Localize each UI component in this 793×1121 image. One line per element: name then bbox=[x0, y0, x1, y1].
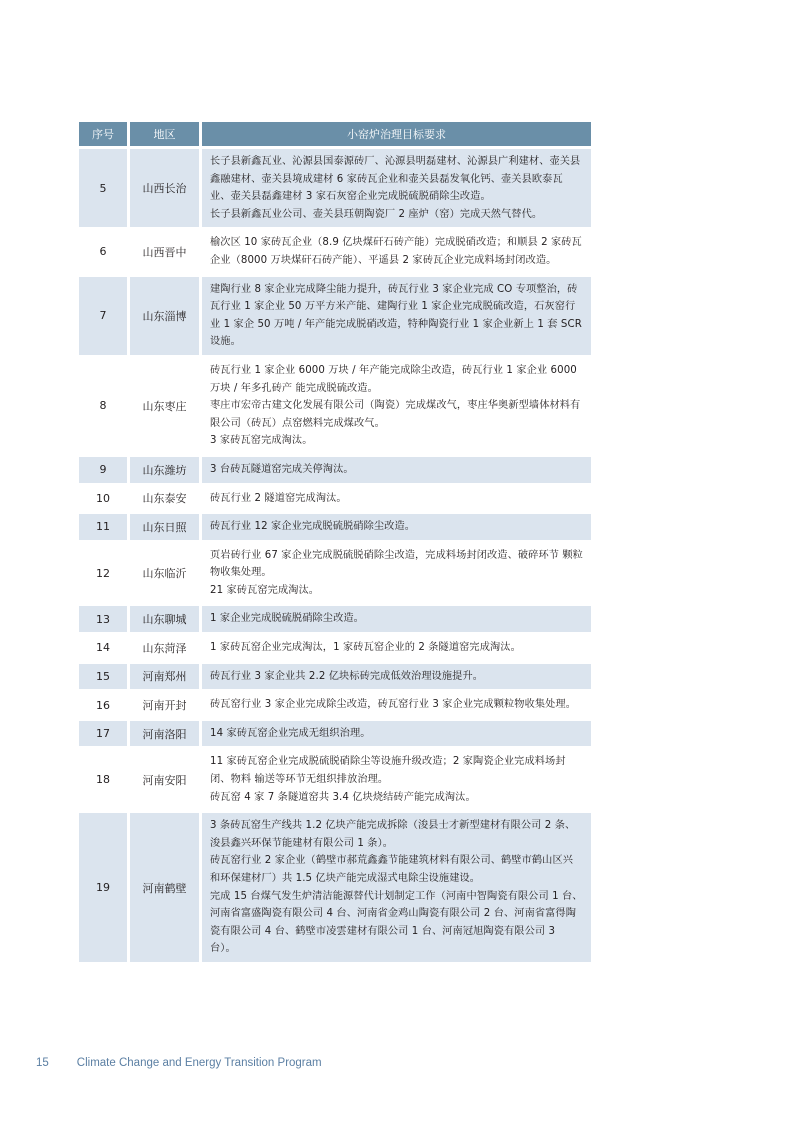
page-number: 15 bbox=[36, 1057, 49, 1069]
row-requirement bbox=[202, 358, 591, 454]
requirement-paragraph: 建陶行业 8 家企业完成降尘能力提升，砖瓦行业 3 家企业完成 CO 专项整治，砖瓦行业 1 家企业 50 万平方米产能、建陶行业 1 家企业完成脱硫改造，石灰窑行业 1 家企 50 万吨 / 年产能完成脱硝改造，特种陶瓷行业 1 家企业新上 1 套 SCR 设施。 bbox=[210, 283, 582, 348]
table-row bbox=[79, 486, 591, 512]
row-number: 8 bbox=[79, 358, 127, 454]
row-number: 14 bbox=[79, 635, 127, 661]
row-number: 5 bbox=[79, 149, 127, 227]
row-region: 山西长治 bbox=[130, 149, 199, 227]
row-requirement bbox=[202, 230, 591, 273]
header-requirement: 小窑炉治理目标要求 bbox=[202, 122, 591, 146]
row-number: 17 bbox=[79, 721, 127, 747]
row-requirement bbox=[202, 543, 591, 604]
requirement-paragraph: 长子县新鑫瓦业、沁源县国泰源砖厂、沁源县明磊建材、沁源县广利建材、壶关县鑫融建材、壶关县境成建材 6 家砖瓦企业和壶关县磊发氧化钙、壶关县欧泰瓦业、壶关县磊鑫建材 3 家石灰窑企业完成脱硫脱硝除尘改造。 bbox=[210, 156, 581, 203]
row-number: 10 bbox=[79, 486, 127, 512]
requirement-paragraph: 砖瓦窑行业 2 家企业（鹤壁市郝荒鑫鑫节能建筑材料有限公司、鹤壁市鹤山区兴和环保建材厂）共 1.5 亿块产能完成湿式电除尘设施建设。 bbox=[210, 855, 574, 884]
requirement-paragraph: 21 家砖瓦窑完成淘汰。 bbox=[210, 584, 320, 596]
row-requirement bbox=[202, 486, 591, 512]
requirement-paragraph: 1 家砖瓦窑企业完成淘汰，1 家砖瓦窑企业的 2 条隧道窑完成淘汰。 bbox=[210, 642, 521, 654]
row-region: 山东淄博 bbox=[130, 277, 199, 355]
requirement-paragraph: 砖瓦窑行业 3 家企业完成除尘改造，砖瓦窑行业 3 家企业完成颗粒物收集处理。 bbox=[210, 699, 577, 711]
row-requirement bbox=[202, 514, 591, 540]
table-row bbox=[79, 277, 591, 355]
row-region: 河南洛阳 bbox=[130, 721, 199, 747]
table-header bbox=[79, 122, 591, 146]
row-region: 山东泰安 bbox=[130, 486, 199, 512]
requirement-paragraph: 砖瓦行业 2 隧道窑完成淘汰。 bbox=[210, 492, 347, 504]
row-number: 12 bbox=[79, 543, 127, 604]
requirement-paragraph: 3 家砖瓦窑完成淘汰。 bbox=[210, 435, 313, 447]
page-footer bbox=[36, 1057, 322, 1069]
table-row bbox=[79, 635, 591, 661]
table-row bbox=[79, 749, 591, 810]
table-row bbox=[79, 692, 591, 718]
row-requirement bbox=[202, 664, 591, 690]
table-row bbox=[79, 606, 591, 632]
row-region: 河南安阳 bbox=[130, 749, 199, 810]
row-region: 山东潍坊 bbox=[130, 457, 199, 483]
row-region: 山西晋中 bbox=[130, 230, 199, 273]
row-region: 山东日照 bbox=[130, 514, 199, 540]
requirement-paragraph: 砖瓦行业 12 家企业完成脱硫脱硝除尘改造。 bbox=[210, 521, 416, 533]
governance-table bbox=[79, 122, 591, 965]
row-requirement bbox=[202, 692, 591, 718]
row-number: 6 bbox=[79, 230, 127, 273]
header-num: 序号 bbox=[79, 122, 127, 146]
row-requirement bbox=[202, 635, 591, 661]
row-number: 18 bbox=[79, 749, 127, 810]
table-row bbox=[79, 813, 591, 962]
row-number: 19 bbox=[79, 813, 127, 962]
row-requirement bbox=[202, 606, 591, 632]
requirement-paragraph: 完成 15 台煤气发生炉清洁能源替代计划制定工作（河南中智陶瓷有限公司 1 台、河南省富盛陶瓷有限公司 4 台、河南省金鸡山陶瓷有限公司 2 台、河南省富得陶瓷有限公司 4 台、鹤壁市凌雲建材有限公司 1 台、河南冠旭陶瓷有限公司 3 台）。 bbox=[210, 890, 583, 955]
table-row bbox=[79, 543, 591, 604]
requirement-paragraph: 长子县新鑫瓦业公司、壶关县珏朝陶瓷厂 2 座炉（窑）完成天然气替代。 bbox=[210, 208, 543, 220]
requirement-paragraph: 页岩砖行业 67 家企业完成脱硫脱硝除尘改造，完成料场封闭改造、破碎环节 颗粒物收集处理。 bbox=[210, 549, 583, 579]
header-region: 地区 bbox=[130, 122, 199, 146]
row-number: 7 bbox=[79, 277, 127, 355]
requirement-paragraph: 1 家企业完成脱硫脱硝除尘改造。 bbox=[210, 613, 364, 625]
row-region: 山东临沂 bbox=[130, 543, 199, 604]
row-requirement bbox=[202, 149, 591, 227]
table-row bbox=[79, 514, 591, 540]
requirement-paragraph: 3 条砖瓦窑生产线共 1.2 亿块产能完成拆除（浚县士才新型建材有限公司 2 条、浚县鑫兴环保节能建材有限公司 1 条）。 bbox=[210, 820, 576, 849]
table-row bbox=[79, 457, 591, 483]
table-row bbox=[79, 149, 591, 227]
row-region: 河南开封 bbox=[130, 692, 199, 718]
requirement-paragraph: 11 家砖瓦窑企业完成脱硫脱硝除尘等设施升级改造；2 家陶瓷企业完成料场封闭、物料 输送等环节无组织排放治理。 bbox=[210, 756, 566, 786]
row-region: 河南郑州 bbox=[130, 664, 199, 690]
row-region: 河南鹤壁 bbox=[130, 813, 199, 962]
row-number: 15 bbox=[79, 664, 127, 690]
table-row bbox=[79, 358, 591, 454]
requirement-paragraph: 砖瓦行业 1 家企业 6000 万块 / 年产能完成除尘改造，砖瓦行业 1 家企业 6000 万块 / 年多孔砖产 能完成脱硫改造。 bbox=[210, 364, 577, 394]
row-number: 11 bbox=[79, 514, 127, 540]
row-region: 山东聊城 bbox=[130, 606, 199, 632]
requirement-paragraph: 3 台砖瓦隧道窑完成关停淘汰。 bbox=[210, 463, 354, 475]
table-row bbox=[79, 664, 591, 690]
row-region: 山东枣庄 bbox=[130, 358, 199, 454]
row-region: 山东菏泽 bbox=[130, 635, 199, 661]
requirement-paragraph: 榆次区 10 家砖瓦企业（8.9 亿块煤矸石砖产能）完成脱硝改造；和顺县 2 家砖瓦企业（8000 万块煤矸石砖产能）、平遥县 2 家砖瓦企业完成料场封闭改造。 bbox=[210, 237, 582, 266]
row-requirement bbox=[202, 813, 591, 962]
requirement-paragraph: 14 家砖瓦窑企业完成无组织治理。 bbox=[210, 727, 371, 739]
requirement-paragraph: 砖瓦窑 4 家 7 条隧道窑共 3.4 亿块烧结砖产能完成淘汰。 bbox=[210, 791, 476, 803]
row-number: 16 bbox=[79, 692, 127, 718]
program-name: Climate Change and Energy Transition Program bbox=[76, 1057, 322, 1069]
requirement-paragraph: 枣庄市宏帝古建文化发展有限公司（陶瓷）完成煤改气，枣庄华奥新型墙体材料有限公司（砖瓦）点窑燃料完成煤改气。 bbox=[210, 400, 581, 429]
row-number: 13 bbox=[79, 606, 127, 632]
table-row bbox=[79, 230, 591, 273]
row-requirement bbox=[202, 721, 591, 747]
row-number: 9 bbox=[79, 457, 127, 483]
row-requirement bbox=[202, 277, 591, 355]
table-row bbox=[79, 721, 591, 747]
row-requirement bbox=[202, 457, 591, 483]
row-requirement bbox=[202, 749, 591, 810]
requirement-paragraph: 砖瓦行业 3 家企业共 2.2 亿块标砖完成低效治理设施提升。 bbox=[210, 670, 484, 682]
